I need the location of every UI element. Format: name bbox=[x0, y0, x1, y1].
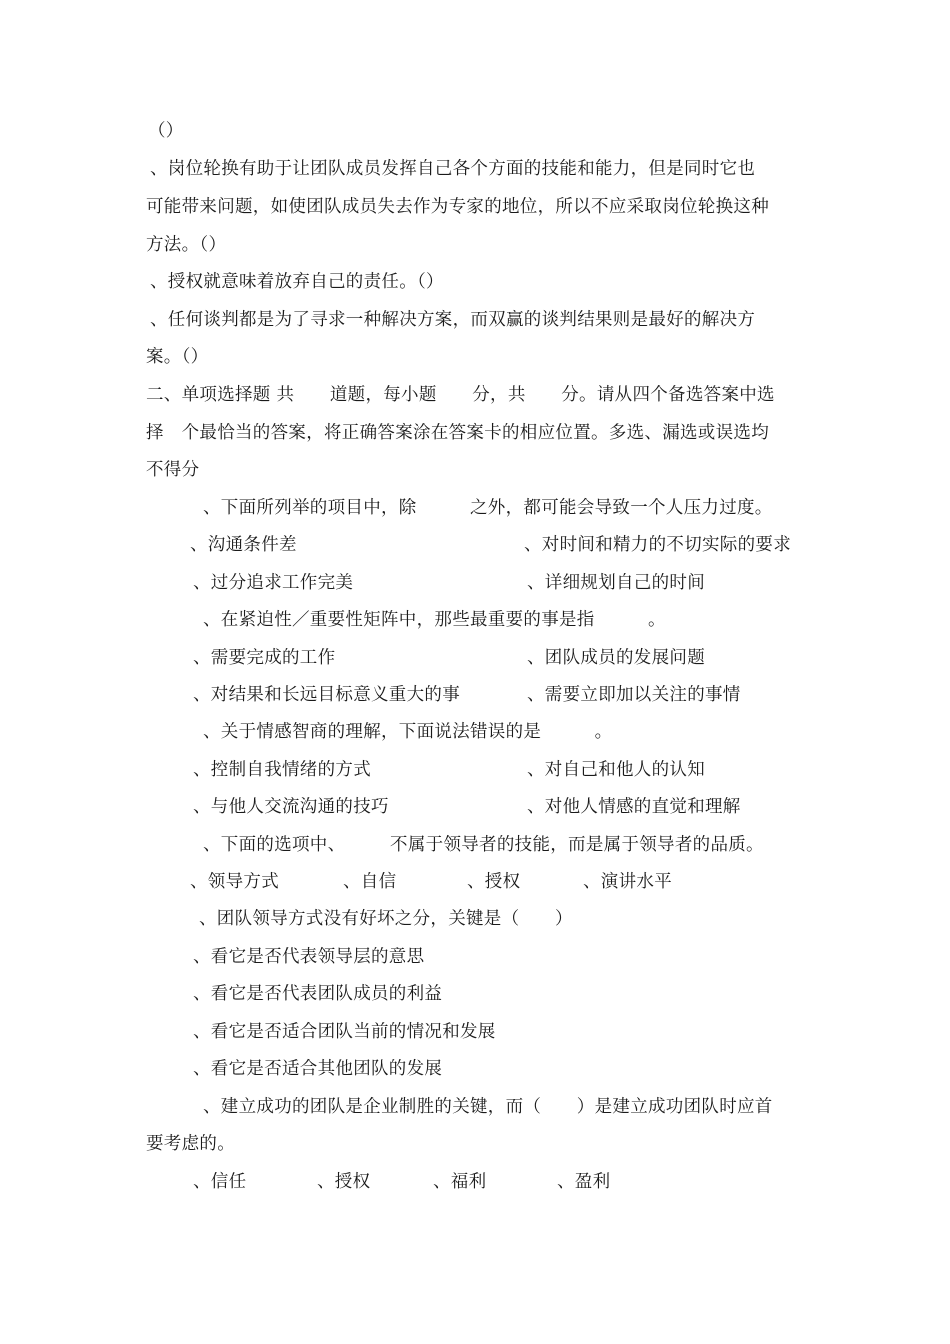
question-stem: 、在紧迫性／重要性矩阵中，那些最重要的事是指 。 bbox=[203, 610, 666, 630]
option-b: 、团队成员的发展问题 bbox=[527, 648, 705, 668]
option-c: 、看它是否适合团队当前的情况和发展 bbox=[193, 1022, 496, 1042]
judgment-question-line: 案。（） bbox=[146, 347, 209, 367]
question-stem: 、团队领导方式没有好坏之分，关键是（ ） bbox=[199, 909, 573, 929]
option-c: 、对结果和长远目标意义重大的事 bbox=[193, 685, 460, 705]
option-b: 、对自己和他人的认知 bbox=[527, 760, 705, 780]
option-d: 、看它是否适合其他团队的发展 bbox=[193, 1059, 443, 1079]
question-stem: 、建立成功的团队是企业制胜的关键，而（ ）是建立成功团队时应首 bbox=[203, 1097, 773, 1117]
question-stem: 要考虑的。 bbox=[146, 1134, 235, 1154]
section-instructions: 择 个最恰当的答案，将正确答案涂在答案卡的相应位置。多选、漏选或误选均 bbox=[146, 423, 769, 443]
option-b: 、授权 bbox=[317, 1172, 371, 1192]
judgment-question-line: 、授权就意味着放弃自己的责任。（） bbox=[150, 272, 444, 292]
judgment-question-line: 可能带来问题，如使团队成员失去作为专家的地位，所以不应采取岗位轮换这种 bbox=[146, 197, 769, 217]
judgment-answer-blank: （） bbox=[148, 121, 184, 141]
option-a: 、领导方式 bbox=[190, 872, 279, 892]
judgment-question-line: 方法。（） bbox=[146, 235, 227, 255]
judgment-question-line: 、岗位轮换有助于让团队成员发挥自己各个方面的技能和能力，但是同时它也 bbox=[150, 159, 756, 179]
option-c: 、过分追求工作完美 bbox=[193, 573, 354, 593]
question-stem: 、下面的选项中、 不属于领导者的技能，而是属于领导者的品质。 bbox=[203, 835, 764, 855]
option-a: 、看它是否代表领导层的意思 bbox=[193, 947, 425, 967]
option-d: 、需要立即加以关注的事情 bbox=[527, 685, 741, 705]
option-b: 、自信 bbox=[343, 872, 397, 892]
option-d: 、演讲水平 bbox=[583, 872, 672, 892]
judgment-question-line: 、任何谈判都是为了寻求一种解决方案，而双赢的谈判结果则是最好的解决方 bbox=[150, 310, 756, 330]
option-a: 、控制自我情绪的方式 bbox=[193, 760, 371, 780]
option-a: 、需要完成的工作 bbox=[193, 648, 336, 668]
option-d: 、详细规划自己的时间 bbox=[527, 573, 705, 593]
section-instructions: 不得分 bbox=[146, 460, 200, 480]
question-stem: 、关于情感智商的理解，下面说法错误的是 。 bbox=[203, 722, 613, 742]
option-c: 、福利 bbox=[433, 1172, 487, 1192]
option-a: 、沟通条件差 bbox=[190, 535, 297, 555]
option-d: 、对他人情感的直觉和理解 bbox=[527, 797, 741, 817]
option-a: 、信任 bbox=[193, 1172, 247, 1192]
question-stem: 、下面所列举的项目中，除 之外，都可能会导致一个人压力过度。 bbox=[203, 498, 773, 518]
option-d: 、盈利 bbox=[557, 1172, 611, 1192]
option-b: 、对时间和精力的不切实际的要求 bbox=[524, 535, 791, 555]
option-b: 、看它是否代表团队成员的利益 bbox=[193, 984, 443, 1004]
section-heading: 二、单项选择题 共 道题，每小题 分，共 分。请从四个备选答案中选 bbox=[146, 385, 775, 405]
option-c: 、授权 bbox=[467, 872, 521, 892]
option-c: 、与他人交流沟通的技巧 bbox=[193, 797, 389, 817]
